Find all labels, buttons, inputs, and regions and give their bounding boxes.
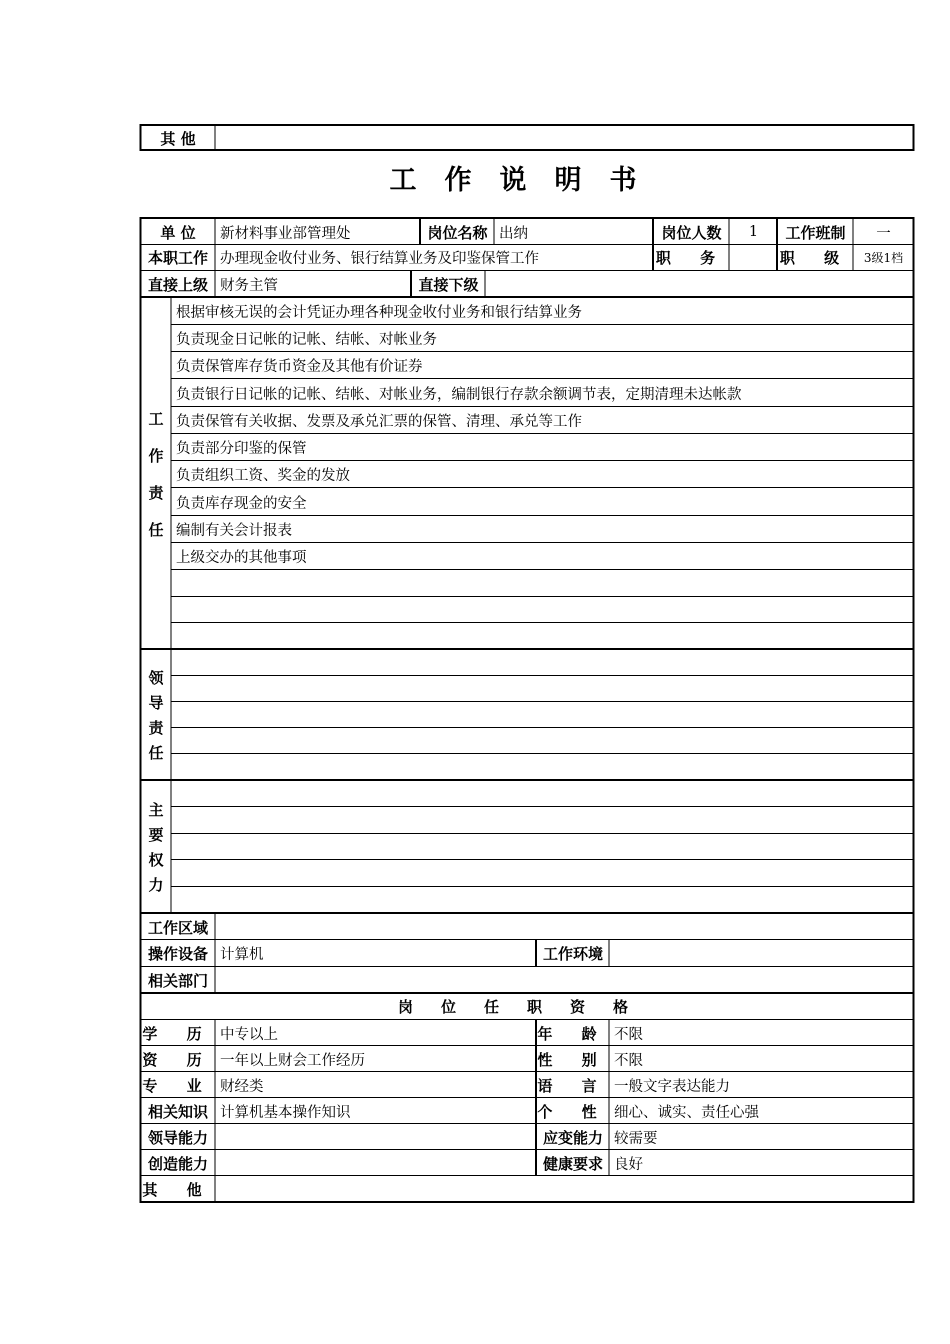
authority-item: [172, 807, 913, 834]
qual-value-right: 不限: [614, 1026, 643, 1043]
duty-item: 编制有关会计报表: [176, 523, 292, 539]
qual-label-right: 性 别: [537, 1050, 609, 1069]
authority-label-char: 主: [148, 801, 164, 819]
authority-item: [172, 834, 913, 860]
qual-value-left: 中专以上: [220, 1026, 278, 1043]
grade-label: 职 级: [779, 249, 852, 267]
qual-label-left: 领导能力: [147, 1128, 208, 1147]
unit-value: 新材料事业部管理处: [220, 225, 351, 242]
work-area-label: 工作区域: [147, 918, 208, 937]
leadership-item: [172, 754, 913, 780]
qual-label-left: 专 业: [142, 1076, 214, 1095]
leadership-item: [172, 702, 913, 728]
qual-label-right: 年 龄: [537, 1024, 609, 1043]
duty-item: 负责银行日记帐的记帐、结帐、对帐业务，编制银行存款余额调节表，定期清理未达帐款: [176, 386, 742, 403]
qual-value-left: 一年以上财会工作经历: [220, 1052, 365, 1069]
authority-item: [172, 860, 913, 887]
related-dept-value: [216, 967, 913, 993]
qualifications-title: 岗位任职资格: [397, 997, 656, 1016]
qual-value-right: 不限: [614, 1052, 643, 1069]
qual-value-right: 一般文字表达能力: [614, 1078, 730, 1095]
duties-label-char: 工: [148, 409, 164, 428]
superior-value: 财务主管: [220, 277, 278, 294]
headcount-label: 岗位人数: [661, 223, 722, 242]
duty-item: [172, 597, 913, 623]
post-name-value: 出纳: [499, 225, 528, 242]
equipment-value: 计算机: [220, 947, 264, 963]
duty-label: 职 务: [655, 249, 728, 267]
main-work-value: 办理现金收付业务、银行结算业务及印鉴保管工作: [220, 251, 539, 267]
authority-item: [172, 887, 913, 913]
duties-section-label: [141, 298, 171, 649]
qual-value-right: 较需要: [614, 1130, 658, 1147]
qual-value-left: [216, 1150, 536, 1176]
duty-item: 负责部分印鉴的保管: [176, 441, 307, 457]
qual-label-left: 创造能力: [147, 1154, 208, 1173]
top-other-value: [216, 126, 913, 150]
post-name-label: 岗位名称: [427, 223, 488, 242]
duties-label-char: 作: [148, 446, 164, 465]
duty-item: 负责组织工资、奖金的发放: [176, 468, 350, 484]
equipment-label: 操作设备: [147, 945, 208, 963]
duties-label-char: 责: [148, 483, 164, 502]
duty-item: 负责保管有关收据、发票及承兑汇票的保管、清理、承兑等工作: [176, 414, 582, 430]
environment-label: 工作环境: [542, 945, 603, 963]
qual-value-right: 良好: [614, 1156, 643, 1173]
shift-label: 工作班制: [785, 223, 846, 242]
authority-label-char: 权: [148, 851, 164, 869]
qual-value-left: [216, 1124, 536, 1150]
duty-item: 负责保管库存货币资金及其他有价证券: [176, 359, 423, 375]
superior-label: 直接上级: [147, 275, 208, 294]
related-dept-label: 相关部门: [147, 971, 208, 990]
qual-label-right: 个 性: [537, 1102, 609, 1121]
grade-value: 3级1档: [863, 251, 904, 265]
headcount-value: 1: [748, 224, 759, 240]
leadership-label-char: 任: [148, 744, 164, 762]
duty-item: 负责库存现金的安全: [176, 495, 307, 512]
qual-label-left: 相关知识: [147, 1102, 208, 1121]
duty-item: 上级交办的其他事项: [176, 550, 307, 566]
authority-label-char: 要: [148, 826, 164, 844]
main-work-label: 本职工作: [147, 249, 208, 267]
qual-label-right: 应变能力: [542, 1128, 603, 1147]
top-other-label: 其 他: [160, 129, 196, 148]
duty-item: [172, 570, 913, 597]
duties-label-char: 任: [148, 520, 164, 539]
authority-label-char: 力: [148, 876, 164, 894]
leadership-label-char: 导: [148, 694, 164, 712]
qual-other-value: [216, 1176, 913, 1202]
qual-label-right: 健康要求: [542, 1154, 603, 1173]
qual-label-left: 资 历: [142, 1050, 214, 1069]
qual-other-label: 其 他: [142, 1180, 214, 1199]
subordinate-label: 直接下级: [418, 275, 479, 294]
duty-value: [730, 245, 777, 270]
leadership-item: [172, 650, 913, 676]
page-title: 工作说明书: [389, 165, 665, 196]
leadership-section-label: [141, 650, 171, 780]
leadership-label-char: 责: [148, 719, 164, 737]
subordinate-value: [486, 271, 913, 297]
duty-item: 负责现金日记帐的记帐、结帐、对帐业务: [176, 332, 437, 348]
qual-label-right: 语 言: [537, 1076, 609, 1095]
qual-value-left: 财经类: [220, 1078, 264, 1095]
shift-value: 一: [876, 225, 891, 242]
qual-value-left: 计算机基本操作知识: [220, 1104, 351, 1121]
authority-item: [172, 781, 913, 807]
duty-item: 根据审核无误的会计凭证办理各种现金收付业务和银行结算业务: [176, 305, 582, 321]
leadership-label-char: 领: [148, 669, 164, 687]
qual-value-right: 细心、诚实、责任心强: [614, 1104, 759, 1121]
duty-item: [172, 623, 913, 649]
environment-value: [610, 940, 913, 967]
authority-section-label: [141, 781, 171, 913]
leadership-item: [172, 676, 913, 702]
leadership-item: [172, 728, 913, 754]
qual-label-left: 学 历: [142, 1024, 214, 1043]
unit-label: 单 位: [160, 223, 196, 242]
work-area-value: [216, 914, 913, 940]
